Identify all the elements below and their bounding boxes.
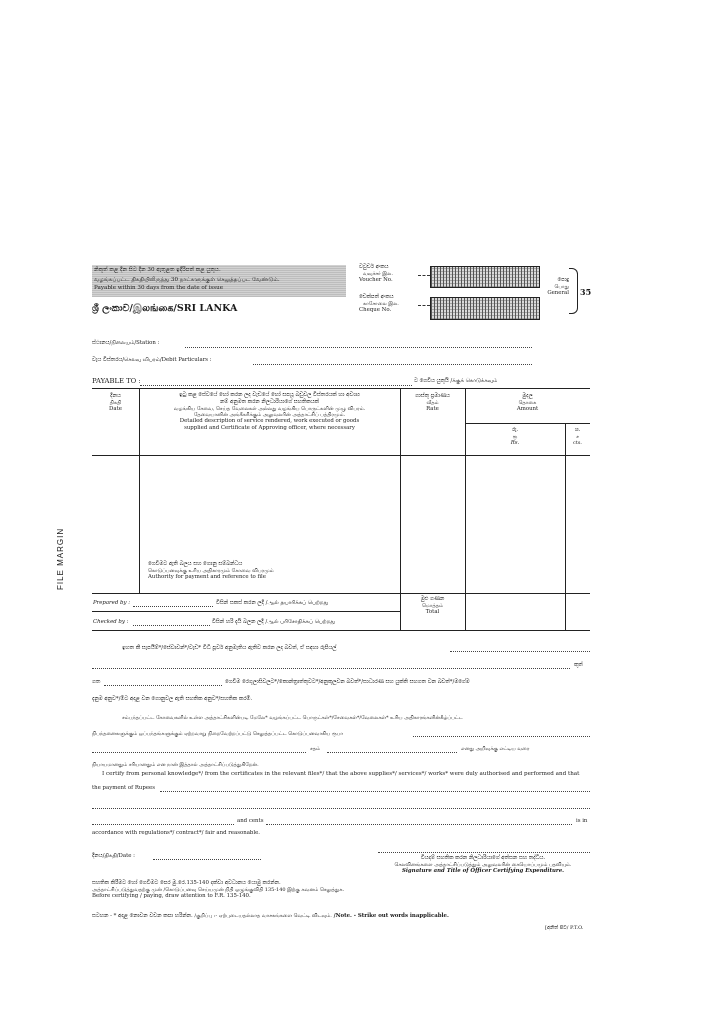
- cert-cents-ta-field[interactable]: [327, 752, 457, 753]
- header-date: දිනය திகதி Date: [109, 393, 122, 412]
- cert-amount-words-ta-field[interactable]: [92, 752, 306, 753]
- payable-to-suffix: ට ගෙවිය යුතුයි /க்குக் கொடுக்கவும்: [414, 378, 498, 384]
- table-bottom-border: [92, 630, 590, 631]
- form-number: 35: [580, 287, 592, 297]
- debit-particulars-label: වැය විස්තරය/செலவு விபரம்/Debit Particulars :: [92, 357, 212, 363]
- date-label: දිනය/திகதி/Date :: [92, 853, 135, 859]
- cheque-no-label: චෙක්පත් අංකය காசோலை இல. Cheque No.: [359, 294, 399, 313]
- header-amount: මුදල தொகை Amount: [516, 393, 539, 412]
- cert-english-line1: I certify from personal knowledge*/ from the certificates in the relevant files*/ that the above supplies*/ services*/ works* were duly authorised and performed and that: [102, 771, 580, 777]
- pto-label: [අනිත් පිට/ P.T.O.: [545, 925, 584, 931]
- note-sinhala: සටහන - * අදාළ නොවන වචන කපා හරින්න.: [92, 913, 193, 919]
- cert-cents-si-field[interactable]: [104, 685, 222, 686]
- authority-for-payment: ගෙවීමට ඇති බලය සහ ගොනු සම්බන්ධය கொடுப்பனவுக்கு உரிய அதிகாரமும் கோவை விபரமும் Authority for payment and reference to file: [148, 561, 274, 580]
- cert-cents-en-field[interactable]: [266, 824, 572, 825]
- cert-is-in: is in: [576, 818, 588, 824]
- debit-particulars-field[interactable]: [253, 364, 532, 365]
- cert-amount-words-en-field[interactable]: [92, 808, 590, 809]
- amount-subheader-divider: [465, 423, 590, 424]
- cert-english-line2: the payment of Rupees: [92, 785, 155, 791]
- prepared-by-label: Prepared by :: [93, 600, 131, 606]
- prepared-by-field[interactable]: [133, 606, 213, 607]
- cert-sinhala-line2: ගෙවීම රෙගුලාසිවලට*/කොන්ත්‍රාත්තුවට*/අනුකූලවන බවත්*/සාධාරණ සහ යුක්ති සහගත වන බවත්*/මගේම: [225, 679, 470, 685]
- cert-rupees-si-field[interactable]: [450, 651, 590, 652]
- rupees-entry-cell[interactable]: [466, 456, 565, 593]
- total-rupees-field[interactable]: [466, 594, 565, 630]
- cert-sinhala-line1: ඉහත කී සැපයීම්*/සේවාවන්*/වැඩ* විධි පූර්ව අනුමැතිය ඇතිව කරන ලද බවත්, ඒ සඳහා රුපියල්: [122, 645, 337, 651]
- cert-gatha: ගත: [92, 679, 101, 685]
- header-rate: ගාස්තු ප්‍රමාණය வீதம் Rate: [415, 393, 450, 412]
- country-title: ශ්‍රී ලංකාව/இலங்கை/SRI LANKA: [92, 303, 238, 314]
- total-label: මුළු ගණන மொத்தம் Total: [420, 596, 445, 615]
- cert-rupees-ta-field[interactable]: [413, 736, 590, 737]
- description-entry-cell[interactable]: [140, 456, 400, 548]
- notice-english: Payable within 30 days from the date of issue: [94, 285, 224, 291]
- general-brace: [569, 268, 578, 314]
- payable-to-field[interactable]: [140, 385, 412, 386]
- file-margin-label: FILE MARGIN: [56, 527, 65, 590]
- voucher-no-field[interactable]: [430, 266, 540, 288]
- cert-tamil-line2: நிபந்தனைகளுக்கும் ஒப்பந்தங்களுக்கும் ஏற்றவாறு நிறைவேற்றப்பட்டு செலுத்தப்பட்ட கொடுப்பனவாகிய ரூபா: [92, 731, 344, 737]
- table-top-border: [92, 388, 590, 389]
- cheque-leader: [418, 305, 430, 306]
- cert-kuth: කුත්: [574, 662, 583, 668]
- footer-note: [92, 913, 449, 920]
- payable-to-label: PAYABLE TO :: [92, 377, 141, 385]
- cert-amount-words-en-field-2[interactable]: [92, 824, 234, 825]
- checked-by-label: Checked by :: [93, 619, 129, 625]
- cert-tamil-line1: சம்பந்தப்பட்ட கோவைகளில் உள்ள அத்தாட்சிகளின்படி மேலே* வழங்கப்பட்ட பொருட்கள்*/சேவைகள்*/வேலைகள்* உரிய அதிகாரங்களின்கீழ்ப்பட்ட: [122, 715, 463, 721]
- footer-instruction: සහතික කිරීමට හෝ ගෙවීමට පෙර මු.රෙ.135-140 දක්වා අවධානය යොමු කරන්න. அத்தாட்சிப்படுத்துவதற்கு முன் /கொடுப்பனவு செய்யமுன் நிதி ஒழுங்குவிதி 135-140 இற்கு கவனம் செலுத்துக. Before certifying / paying, draw attention to F.R. 135-140.: [92, 880, 345, 899]
- checked-by-field[interactable]: [133, 625, 210, 626]
- header-cents: ශ. ச cts.: [573, 427, 582, 446]
- date-entry-cell[interactable]: [93, 456, 139, 593]
- header-description: ඉටු කළ සේවයේ හෝ කරන ලද වැඩයේ හෝ සපයූ බඩුවල විස්තරයක් හා අවශ්‍ය නම් අනුමත කරන නිලධාරියාගේ සහතිකයක් வழங்கிய சேவை, செய்த வேலைகள் அல்லது வழங்கிய பொருட்களின் முழு விபரம். தேவையானின் அங்கீகரிக்கும் அலுவலரின் அத்தாட்சிப் பத்திரமும். Detailed description of service rendered, work executed or goods supplied and Certificate of Approving officer, where necessary: [173, 392, 366, 431]
- cert-amount-words-si-field[interactable]: [92, 668, 570, 669]
- notice-tamil: வழங்கப்பட்ட திகதியிலிருந்து 30 நாட்களுக்குள் செலுத்தப்பட வேண்டும்.: [94, 277, 280, 283]
- general-label: පොදු பொது General: [547, 277, 569, 296]
- header-rupees: රු. ரூ Rs.: [510, 427, 520, 446]
- prepared-by-suffix: විසින් සකස් කරන ලදී /ஆல் தயாரிக்கப் பெற்றது: [216, 600, 329, 606]
- cert-rupees-en-field[interactable]: [160, 791, 590, 792]
- cents-entry-cell[interactable]: [566, 456, 590, 593]
- note-english: /Note. - Strike out words inapplicable.: [333, 913, 449, 919]
- voucher-leader: [418, 275, 430, 276]
- date-field[interactable]: [153, 859, 261, 860]
- signature-field[interactable]: [378, 852, 590, 853]
- table-prepared-divider: [92, 611, 400, 612]
- payment-notice-banner: [92, 265, 346, 297]
- notice-sinhala: නිකුත් කළ දින සිට දින 30 ඇතුළත ඉදිරිපත් කළ යුතුය.: [94, 267, 221, 273]
- station-label: ස්ථානය/நிலையம்/Station :: [92, 340, 160, 346]
- checked-by-suffix: විසින් හරි දැයි බලන ලදී /ஆல் பரிசோதிக்கப் பெற்றது: [212, 619, 335, 625]
- cert-english-line3: accordance with regulations*/ contract*/ fair and reasonable.: [92, 830, 260, 836]
- cert-tamil-line3: எனது அறிவுக்கு எட்டிய வரை: [461, 746, 530, 752]
- cert-tamil-sadam: சதம்: [310, 746, 321, 752]
- cert-tamil-line4: நியாயமானதும் சரியானதும் என நான் இத்தால் அத்தாட்சிப்படுத்துகிறேன்.: [92, 762, 259, 768]
- cert-sinhala-line3: දැනුම අනුව*/මීට අදාළ වන ගොනුවල ඇති සහතික අනුව*/සහතික කරමි.: [92, 696, 253, 702]
- cheque-no-field[interactable]: [430, 297, 540, 320]
- note-tamil: /குறிப்பு :- ஏற்புடையதல்லாத வாசகங்களை வெட்டி விடவும்.: [194, 913, 332, 919]
- station-field[interactable]: [185, 347, 532, 348]
- rate-entry-cell[interactable]: [401, 456, 465, 593]
- total-cents-field[interactable]: [566, 594, 590, 630]
- cert-and-cents: and cents: [237, 818, 264, 824]
- signature-caption: වියදම් සහතික කරන නිලධාරියාගේ අත්සන සහ තද්ධිය. செலவினங்களை அத்தாட்சிப்படுத்தும் அலுவலரின் கையொப்பமும் பதவியும். Signature and Title of Officer Certifying Expenditure.: [394, 855, 572, 874]
- voucher-no-label: වවුචර් අංකය வவுச்சர் இல. Voucher No.: [359, 264, 393, 283]
